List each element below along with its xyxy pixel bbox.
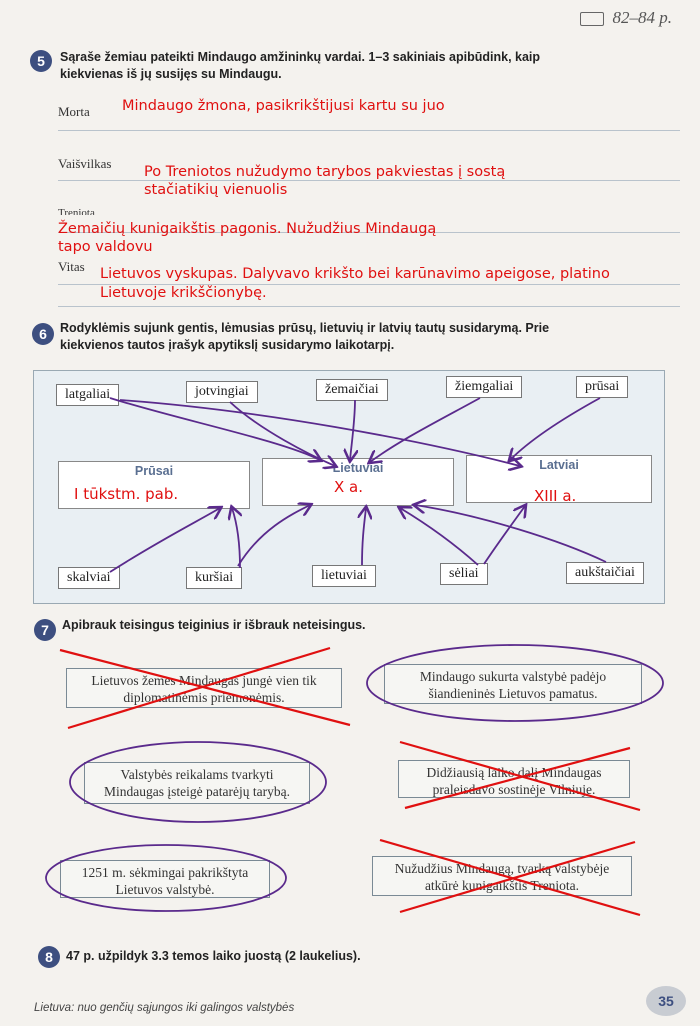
name-treniota: Treniota xyxy=(58,207,95,215)
statement-6: Nužudžius Mindaugą, tvarką valstybėje atkūrė kunigaikštis Treniota. xyxy=(372,856,632,896)
task6-instruction: Rodyklėmis sujunk gentis, lėmusias prūsų, lietuvių ir latvių tautų susidarymą. Prie kiekvienos tautos įrašyk apytikslį susidarymo laikotarpį. xyxy=(60,321,550,352)
arrow xyxy=(110,508,220,572)
answer-vitas-1: Lietuvos vyskupas. Dalyvavo krikšto bei karūnavimo apeigose, platino xyxy=(100,266,610,282)
arrow xyxy=(230,402,335,466)
nation-title-prusai: Prūsai xyxy=(134,464,174,478)
arrow xyxy=(110,398,320,460)
statement-4: Didžiausią laiko dalį Mindaugas praleisdavo sostinėje Vilniuje. xyxy=(398,760,630,798)
tribe-zemaiciai: žemaičiai xyxy=(316,379,388,401)
arrow xyxy=(415,505,606,562)
nation-title-latviai: Latviai xyxy=(539,458,579,472)
tribe-latgaliai: latgaliai xyxy=(56,384,119,406)
answer-vitas-2: Lietuvoje krikščionybę. xyxy=(100,285,267,301)
tribe-jotvingiai: jotvingiai xyxy=(186,381,258,403)
name-morta: Morta xyxy=(58,104,90,119)
task-number-7: 7 xyxy=(34,619,56,641)
name-vaisvilkas: Vaišvilkas xyxy=(58,156,112,171)
footer-title: Lietuva: nuo genčių sąjungos iki galingos valstybės xyxy=(34,1002,295,1014)
answer-latviai: XIII a. xyxy=(534,487,577,505)
arrow xyxy=(238,505,310,566)
answer-vaisvilkas-2: stačiatikių vienuolis xyxy=(144,182,288,198)
answer-treniota-2: tapo valdovu xyxy=(58,239,153,255)
nation-title-lietuviai: Lietuviai xyxy=(332,461,384,475)
tribe-prusai: prūsai xyxy=(576,376,628,398)
arrow xyxy=(232,508,240,568)
name-vitas: Vitas xyxy=(58,259,85,274)
answer-vaisvilkas-1: Po Treniotos nužudymo tarybos pakviestas į sostą xyxy=(144,164,506,180)
tribe-ziemgaliai: žiemgaliai xyxy=(446,376,522,398)
tribe-kursiai: kuršiai xyxy=(186,567,242,589)
answer-lietuviai: X a. xyxy=(334,478,364,496)
tribe-skalviai: skalviai xyxy=(58,567,120,589)
arrow xyxy=(400,508,478,565)
statement-3: Valstybės reikalams tvarkyti Mindaugas įsteigė patarėjų tarybą. xyxy=(84,762,310,804)
circle-mark xyxy=(46,845,286,911)
task-number-6: 6 xyxy=(32,323,54,345)
tribe-seliai: sėliai xyxy=(440,563,488,585)
arrow xyxy=(484,506,525,564)
statement-1: Lietuvos žemes Mindaugas jungė vien tik diplomatinėmis priemonėmis. xyxy=(66,668,342,708)
statement-2: Mindaugo sukurta valstybė padėjo šiandieninės Lietuvos pamatus. xyxy=(384,664,642,704)
tribe-lietuviai: lietuviai xyxy=(312,565,376,587)
circle-mark xyxy=(70,742,326,822)
answer-morta: Mindaugo žmona, pasikrikštijusi kartu su juo xyxy=(122,98,445,114)
arrow xyxy=(362,508,366,565)
cross-mark xyxy=(400,742,640,810)
task-number-8: 8 xyxy=(38,946,60,968)
tribe-aukstaiciai: aukštaičiai xyxy=(566,562,644,584)
cross-mark xyxy=(380,840,640,915)
cross-mark xyxy=(60,648,350,728)
task5-instruction: Sąraše žemiau pateikti Mindaugo amžininkų vardai. 1–3 sakiniais apibūdink, kaip kiekvienas iš jų susijęs su Mindaugu. xyxy=(60,50,541,81)
arrow xyxy=(510,398,600,460)
task8-instruction: 47 p. užpildyk 3.3 temos laiko juostą (2 laukelius). xyxy=(66,949,361,963)
task-number-5: 5 xyxy=(30,50,52,72)
page-number: 35 xyxy=(646,986,686,1016)
page-reference: 82–84 p. xyxy=(612,8,672,27)
statement-5: 1251 m. sėkmingai pakrikštyta Lietuvos valstybė. xyxy=(60,860,270,898)
answer-treniota-1: Žemaičių kunigaikštis pagonis. Nužudžius Mindaugą xyxy=(58,221,437,237)
task7-instruction: Apibrauk teisingus teiginius ir išbrauk neteisingus. xyxy=(62,618,366,632)
circle-mark xyxy=(367,645,663,721)
answer-prusai: I tūkstm. pab. xyxy=(74,485,179,503)
arrow xyxy=(120,400,520,466)
